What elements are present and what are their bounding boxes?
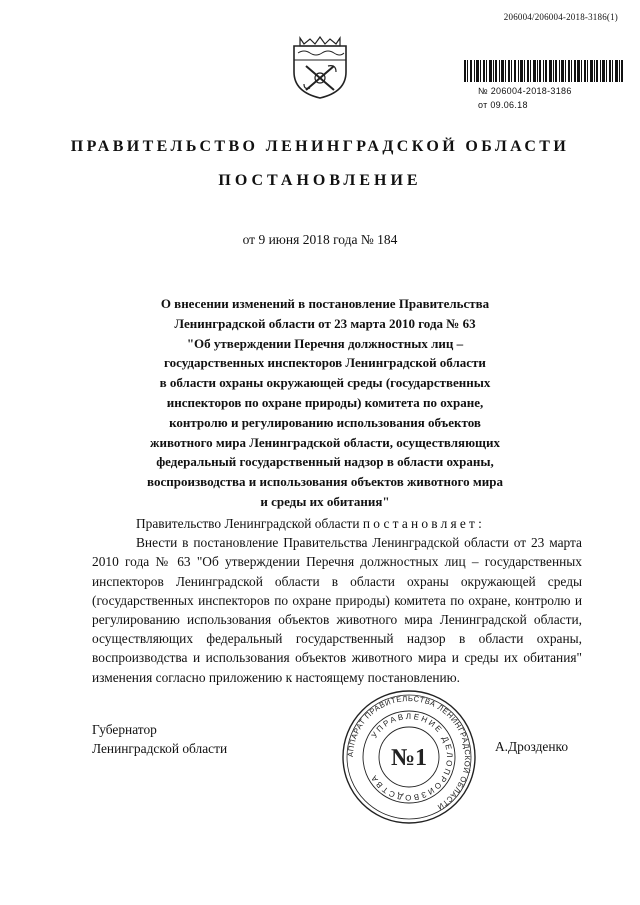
title-line: Ленинградской области от 23 марта 2010 года № 63 (174, 315, 476, 331)
position-line: Ленинградской области (92, 741, 228, 756)
official-stamp (340, 688, 478, 826)
coat-of-arms-icon (290, 36, 350, 100)
registration-date: от 09.06.18 (478, 100, 528, 110)
document-title (110, 294, 540, 512)
title-line: контролю и регулированию использования объектов (169, 414, 481, 430)
lead-text: Правительство Ленинградской области (136, 516, 363, 531)
registration-number: № 206004-2018-3186 (478, 86, 572, 96)
title-line: О внесении изменений в постановление Правительства (160, 296, 490, 311)
signatory-position (92, 720, 227, 758)
main-paragraph: Внести в постановление Правительства Ленинградской области от 23 марта 2010 года № 63 "Об утверждении Перечня должностных лиц – государственных инспекторов Ленинградской области в области охраны окружающей среды (государственных инспекторов по охране природы) комитета по охране, контролю и регулированию использования объектов животного мира Ленинградской области, осуществляющих федеральный государственный надзор в области охраны, воспроизводства и использования объектов животного мира и среды их обитания" изменения согласно приложению к настоящему постановлению. (92, 535, 582, 685)
document-date: от 9 июня 2018 года № 184 (242, 232, 398, 247)
signatory-name: А.Дрозденко (495, 739, 569, 754)
title-line: воспроизводства и использования объектов животного мира (147, 474, 503, 490)
title-line: в области охраны окружающей среды (государственных (159, 375, 491, 391)
title-line: "Об утверждении Перечня должностных лиц – (186, 335, 464, 351)
document-type: ПОСТАНОВЛЕНИЕ (218, 172, 422, 189)
barcode (464, 60, 624, 82)
title-line: федеральный государственный надзор в области охраны, (156, 454, 494, 470)
document-body (92, 514, 582, 687)
position-line: Губернатор (92, 722, 157, 737)
title-line: и среды их обитания" (260, 493, 390, 509)
lead-paragraph (92, 514, 582, 533)
stamp-center-number: №1 (390, 745, 428, 771)
lead-verb: постановляет: (362, 516, 485, 531)
government-name: ПРАВИТЕЛЬСТВО ЛЕНИНГРАДСКОЙ ОБЛАСТИ (70, 138, 570, 155)
stamp-inner-text: УПРАВЛЕНИЕ ДЕЛОПРОИЗВОДСТВА (368, 711, 455, 803)
title-line: животного мира Ленинградской области, осуществляющих (150, 434, 500, 450)
title-line: государственных инспекторов Ленинградской области (164, 355, 486, 371)
document-number-top: 206004/206004-2018-3186(1) (503, 12, 618, 22)
stamp-outer-text: АППАРАТ ПРАВИТЕЛЬСТВА ЛЕНИНГРАДСКОЙ ОБЛАСТИ (345, 693, 473, 812)
title-line: инспекторов по охране природы) комитета по охране, (166, 394, 484, 410)
